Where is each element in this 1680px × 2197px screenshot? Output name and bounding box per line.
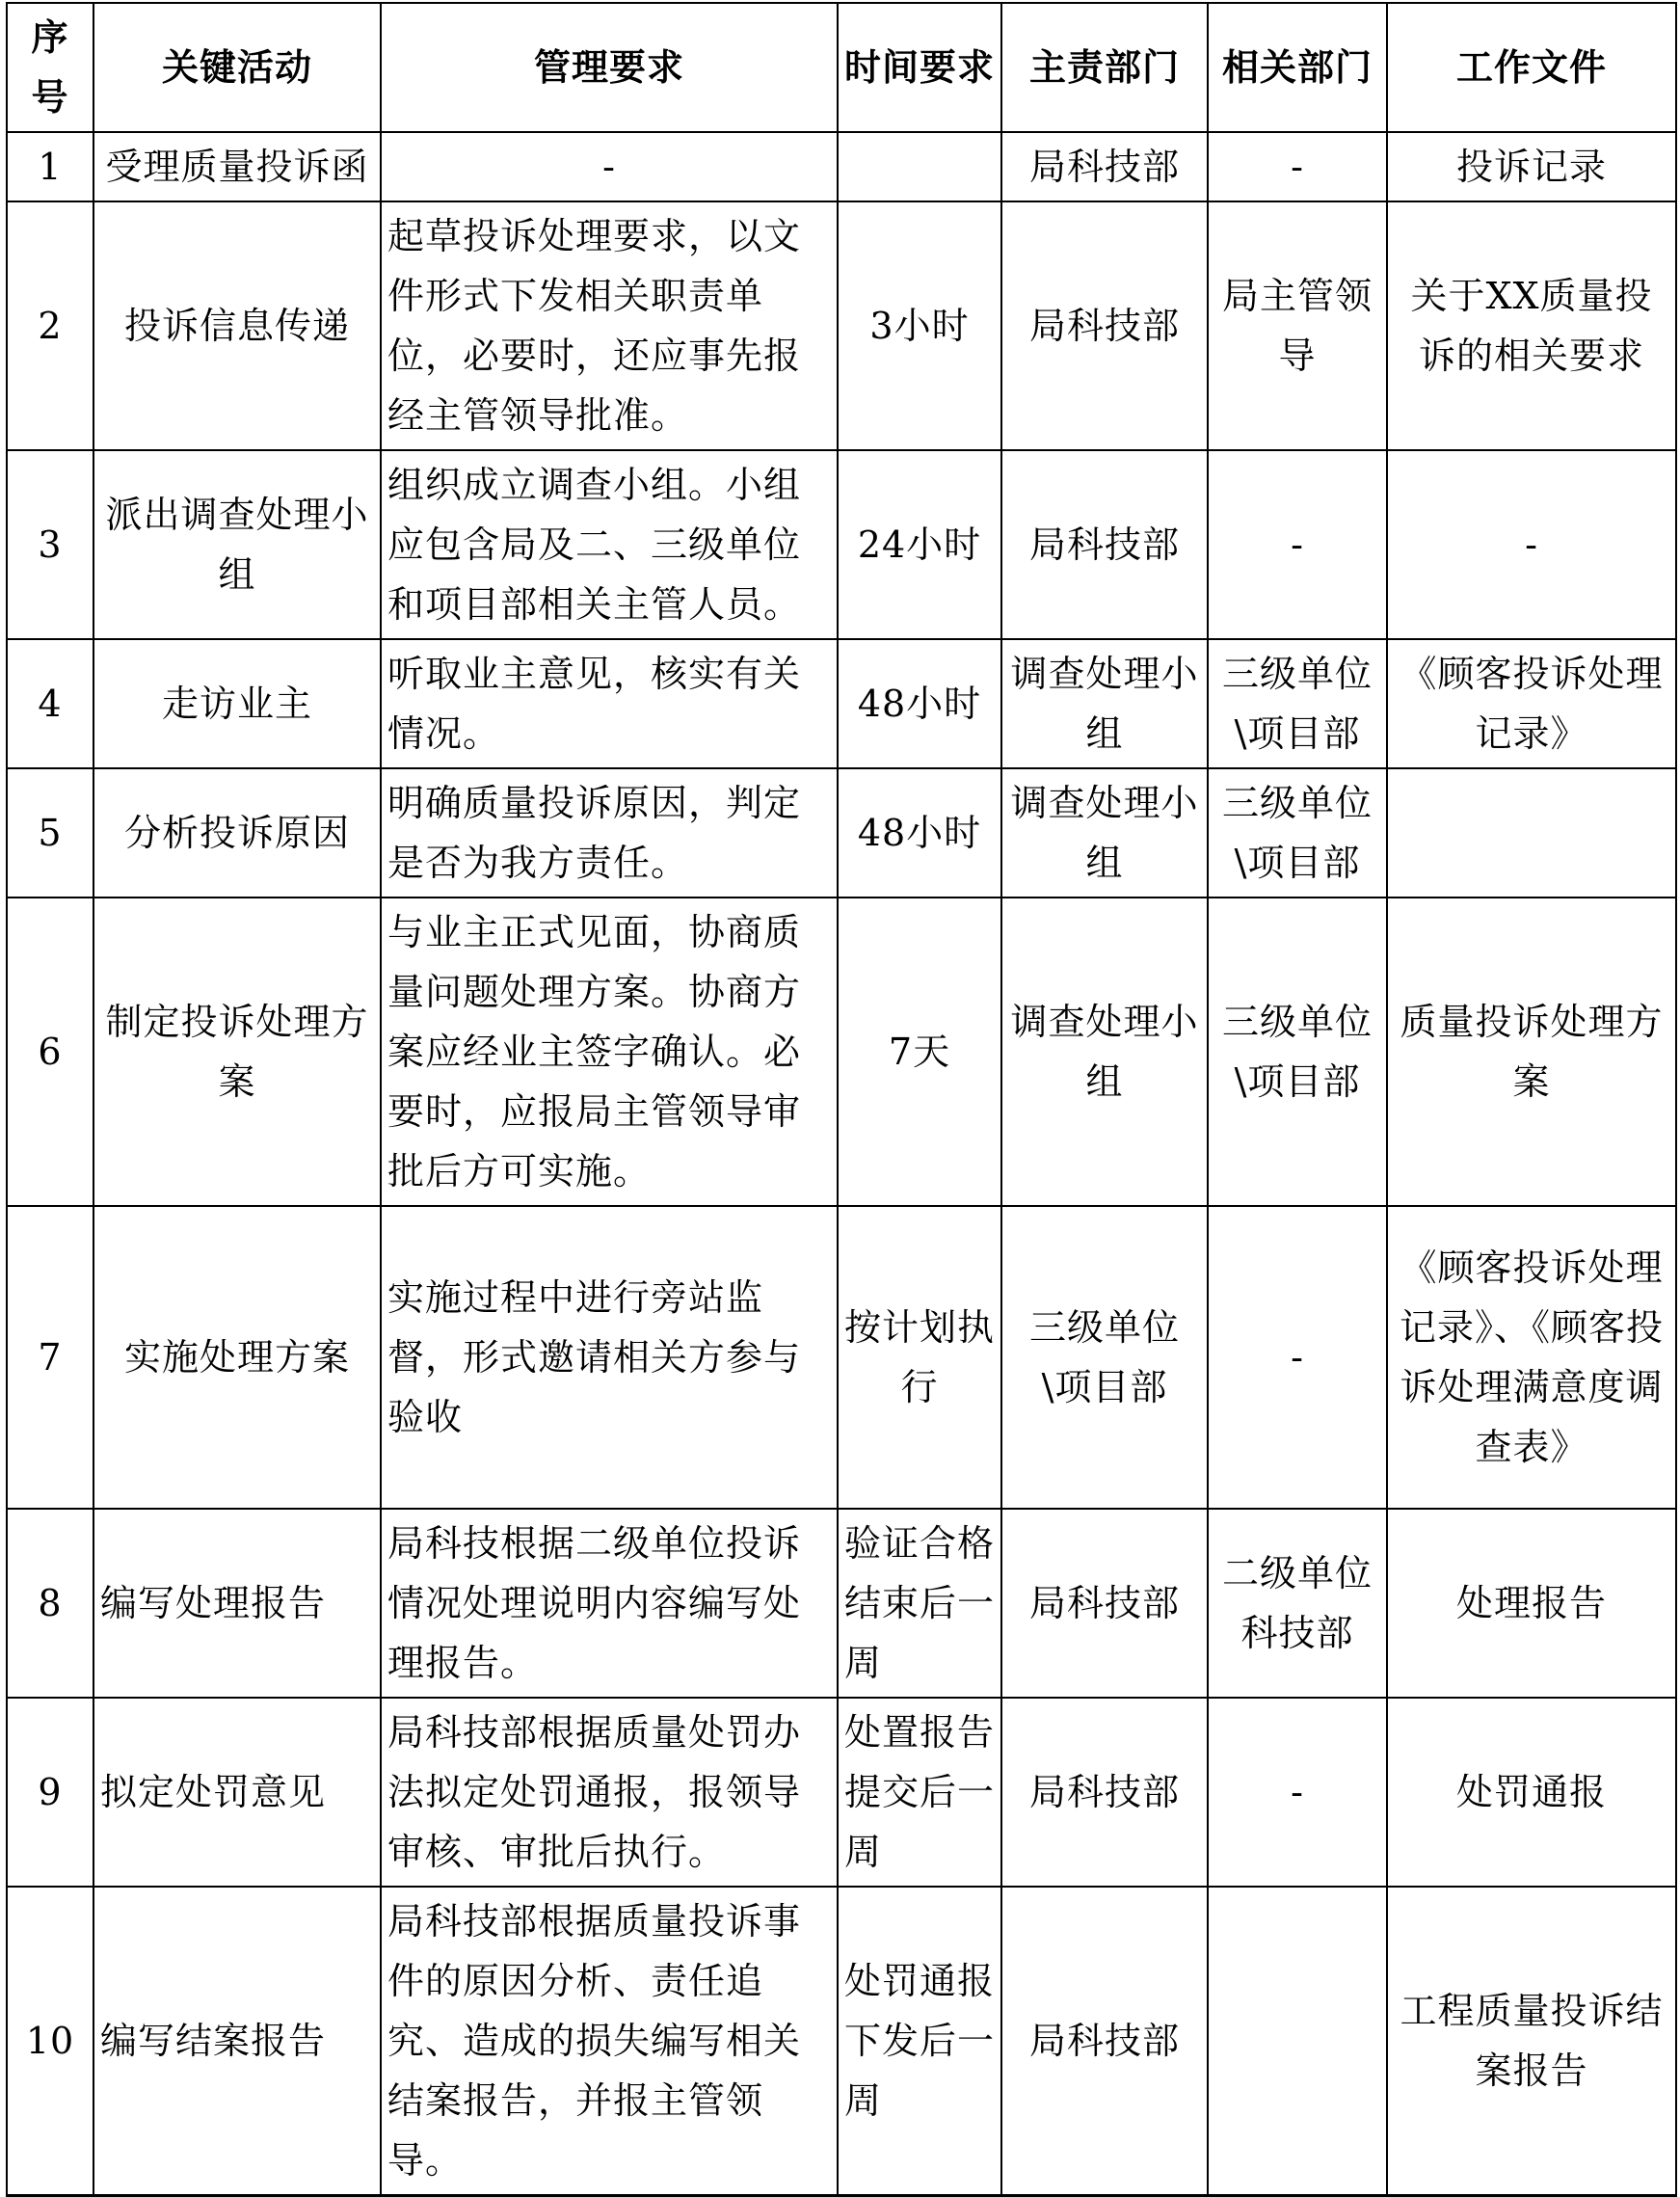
cell-requirement: - — [381, 132, 838, 201]
cell-no: 10 — [7, 1887, 93, 2196]
document-page — [6, 2, 1677, 2197]
cell-requirement: 局科技部根据质量投诉事件的原因分析、责任追究、造成的损失编写相关结案报告，并报主管领导。 — [381, 1887, 838, 2196]
cell-activity: 分析投诉原因 — [93, 768, 381, 898]
table-row — [7, 450, 1676, 639]
cell-related: 三级单位\项目部 — [1208, 768, 1387, 898]
table-row — [7, 1509, 1676, 1698]
table-row — [7, 768, 1676, 898]
table-row — [7, 132, 1676, 201]
cell-time: 验证合格结束后一周 — [838, 1509, 1001, 1698]
cell-document: 投诉记录 — [1387, 132, 1676, 201]
cell-related: 三级单位\项目部 — [1208, 898, 1387, 1206]
cell-time: 处置报告提交后一周 — [838, 1698, 1001, 1887]
cell-time: 3小时 — [838, 201, 1001, 450]
cell-requirement: 局科技部根据质量处罚办法拟定处罚通报，报领导审核、审批后执行。 — [381, 1698, 838, 1887]
cell-time: 48小时 — [838, 768, 1001, 898]
cell-time: 按计划执行 — [838, 1206, 1001, 1509]
header-cell-related: 相关部门 — [1208, 3, 1387, 132]
cell-owner: 局科技部 — [1001, 132, 1208, 201]
cell-activity: 投诉信息传递 — [93, 201, 381, 450]
cell-owner: 局科技部 — [1001, 1698, 1208, 1887]
cell-activity: 派出调查处理小组 — [93, 450, 381, 639]
cell-related: 二级单位科技部 — [1208, 1509, 1387, 1698]
cell-time: 7天 — [838, 898, 1001, 1206]
cell-document: 《顾客投诉处理记录》、《顾客投诉处理满意度调查表》 — [1387, 1206, 1676, 1509]
cell-activity: 编写结案报告 — [93, 1887, 381, 2196]
cell-document: 质量投诉处理方案 — [1387, 898, 1676, 1206]
cell-no: 2 — [7, 201, 93, 450]
cell-activity: 受理质量投诉函 — [93, 132, 381, 201]
cell-document: 处理报告 — [1387, 1509, 1676, 1698]
table-row — [7, 639, 1676, 768]
cell-owner: 局科技部 — [1001, 450, 1208, 639]
cell-related: - — [1208, 1206, 1387, 1509]
cell-related: - — [1208, 450, 1387, 639]
cell-related: - — [1208, 1698, 1387, 1887]
cell-owner: 局科技部 — [1001, 1887, 1208, 2196]
cell-related: - — [1208, 132, 1387, 201]
cell-owner: 局科技部 — [1001, 201, 1208, 450]
cell-document: 处罚通报 — [1387, 1698, 1676, 1887]
cell-activity: 编写处理报告 — [93, 1509, 381, 1698]
cell-document: 《顾客投诉处理记录》 — [1387, 639, 1676, 768]
cell-related: 局主管领导 — [1208, 201, 1387, 450]
cell-no: 5 — [7, 768, 93, 898]
cell-activity: 实施处理方案 — [93, 1206, 381, 1509]
cell-time: 24小时 — [838, 450, 1001, 639]
cell-requirement: 局科技根据二级单位投诉情况处理说明内容编写处理报告。 — [381, 1509, 838, 1698]
table-row — [7, 898, 1676, 1206]
cell-requirement: 组织成立调查小组。小组应包含局及二、三级单位和项目部相关主管人员。 — [381, 450, 838, 639]
header-cell-owner: 主责部门 — [1001, 3, 1208, 132]
cell-no: 1 — [7, 132, 93, 201]
table-row — [7, 201, 1676, 450]
header-row — [7, 3, 1676, 132]
header-cell-requirement: 管理要求 — [381, 3, 838, 132]
cell-requirement: 听取业主意见，核实有关情况。 — [381, 639, 838, 768]
quality-complaint-table — [6, 2, 1677, 2197]
cell-no: 6 — [7, 898, 93, 1206]
header-cell-document: 工作文件 — [1387, 3, 1676, 132]
cell-document: 工程质量投诉结案报告 — [1387, 1887, 1676, 2196]
cell-document — [1387, 768, 1676, 898]
table-row — [7, 1698, 1676, 1887]
cell-time: 处罚通报下发后一周 — [838, 1887, 1001, 2196]
cell-activity: 走访业主 — [93, 639, 381, 768]
cell-owner: 局科技部 — [1001, 1509, 1208, 1698]
header-cell-no: 序号 — [7, 3, 93, 132]
table-row — [7, 1887, 1676, 2196]
cell-requirement: 起草投诉处理要求，以文件形式下发相关职责单位，必要时，还应事先报经主管领导批准。 — [381, 201, 838, 450]
cell-requirement: 明确质量投诉原因，判定是否为我方责任。 — [381, 768, 838, 898]
cell-document: - — [1387, 450, 1676, 639]
cell-no: 8 — [7, 1509, 93, 1698]
cell-owner: 调查处理小组 — [1001, 768, 1208, 898]
cell-related — [1208, 1887, 1387, 2196]
cell-time: 48小时 — [838, 639, 1001, 768]
header-cell-time: 时间要求 — [838, 3, 1001, 132]
cell-activity: 制定投诉处理方案 — [93, 898, 381, 1206]
cell-document: 关于XX质量投诉的相关要求 — [1387, 201, 1676, 450]
cell-requirement: 实施过程中进行旁站监督，形式邀请相关方参与验收 — [381, 1206, 838, 1509]
cell-related: 三级单位\项目部 — [1208, 639, 1387, 768]
cell-requirement: 与业主正式见面，协商质量问题处理方案。协商方案应经业主签字确认。必要时，应报局主管领导审批后方可实施。 — [381, 898, 838, 1206]
cell-no: 4 — [7, 639, 93, 768]
cell-owner: 调查处理小组 — [1001, 898, 1208, 1206]
cell-time — [838, 132, 1001, 201]
cell-owner: 调查处理小组 — [1001, 639, 1208, 768]
cell-no: 9 — [7, 1698, 93, 1887]
cell-no: 3 — [7, 450, 93, 639]
table-row — [7, 1206, 1676, 1509]
cell-no: 7 — [7, 1206, 93, 1509]
header-cell-activity: 关键活动 — [93, 3, 381, 132]
cell-owner: 三级单位\项目部 — [1001, 1206, 1208, 1509]
cell-activity: 拟定处罚意见 — [93, 1698, 381, 1887]
